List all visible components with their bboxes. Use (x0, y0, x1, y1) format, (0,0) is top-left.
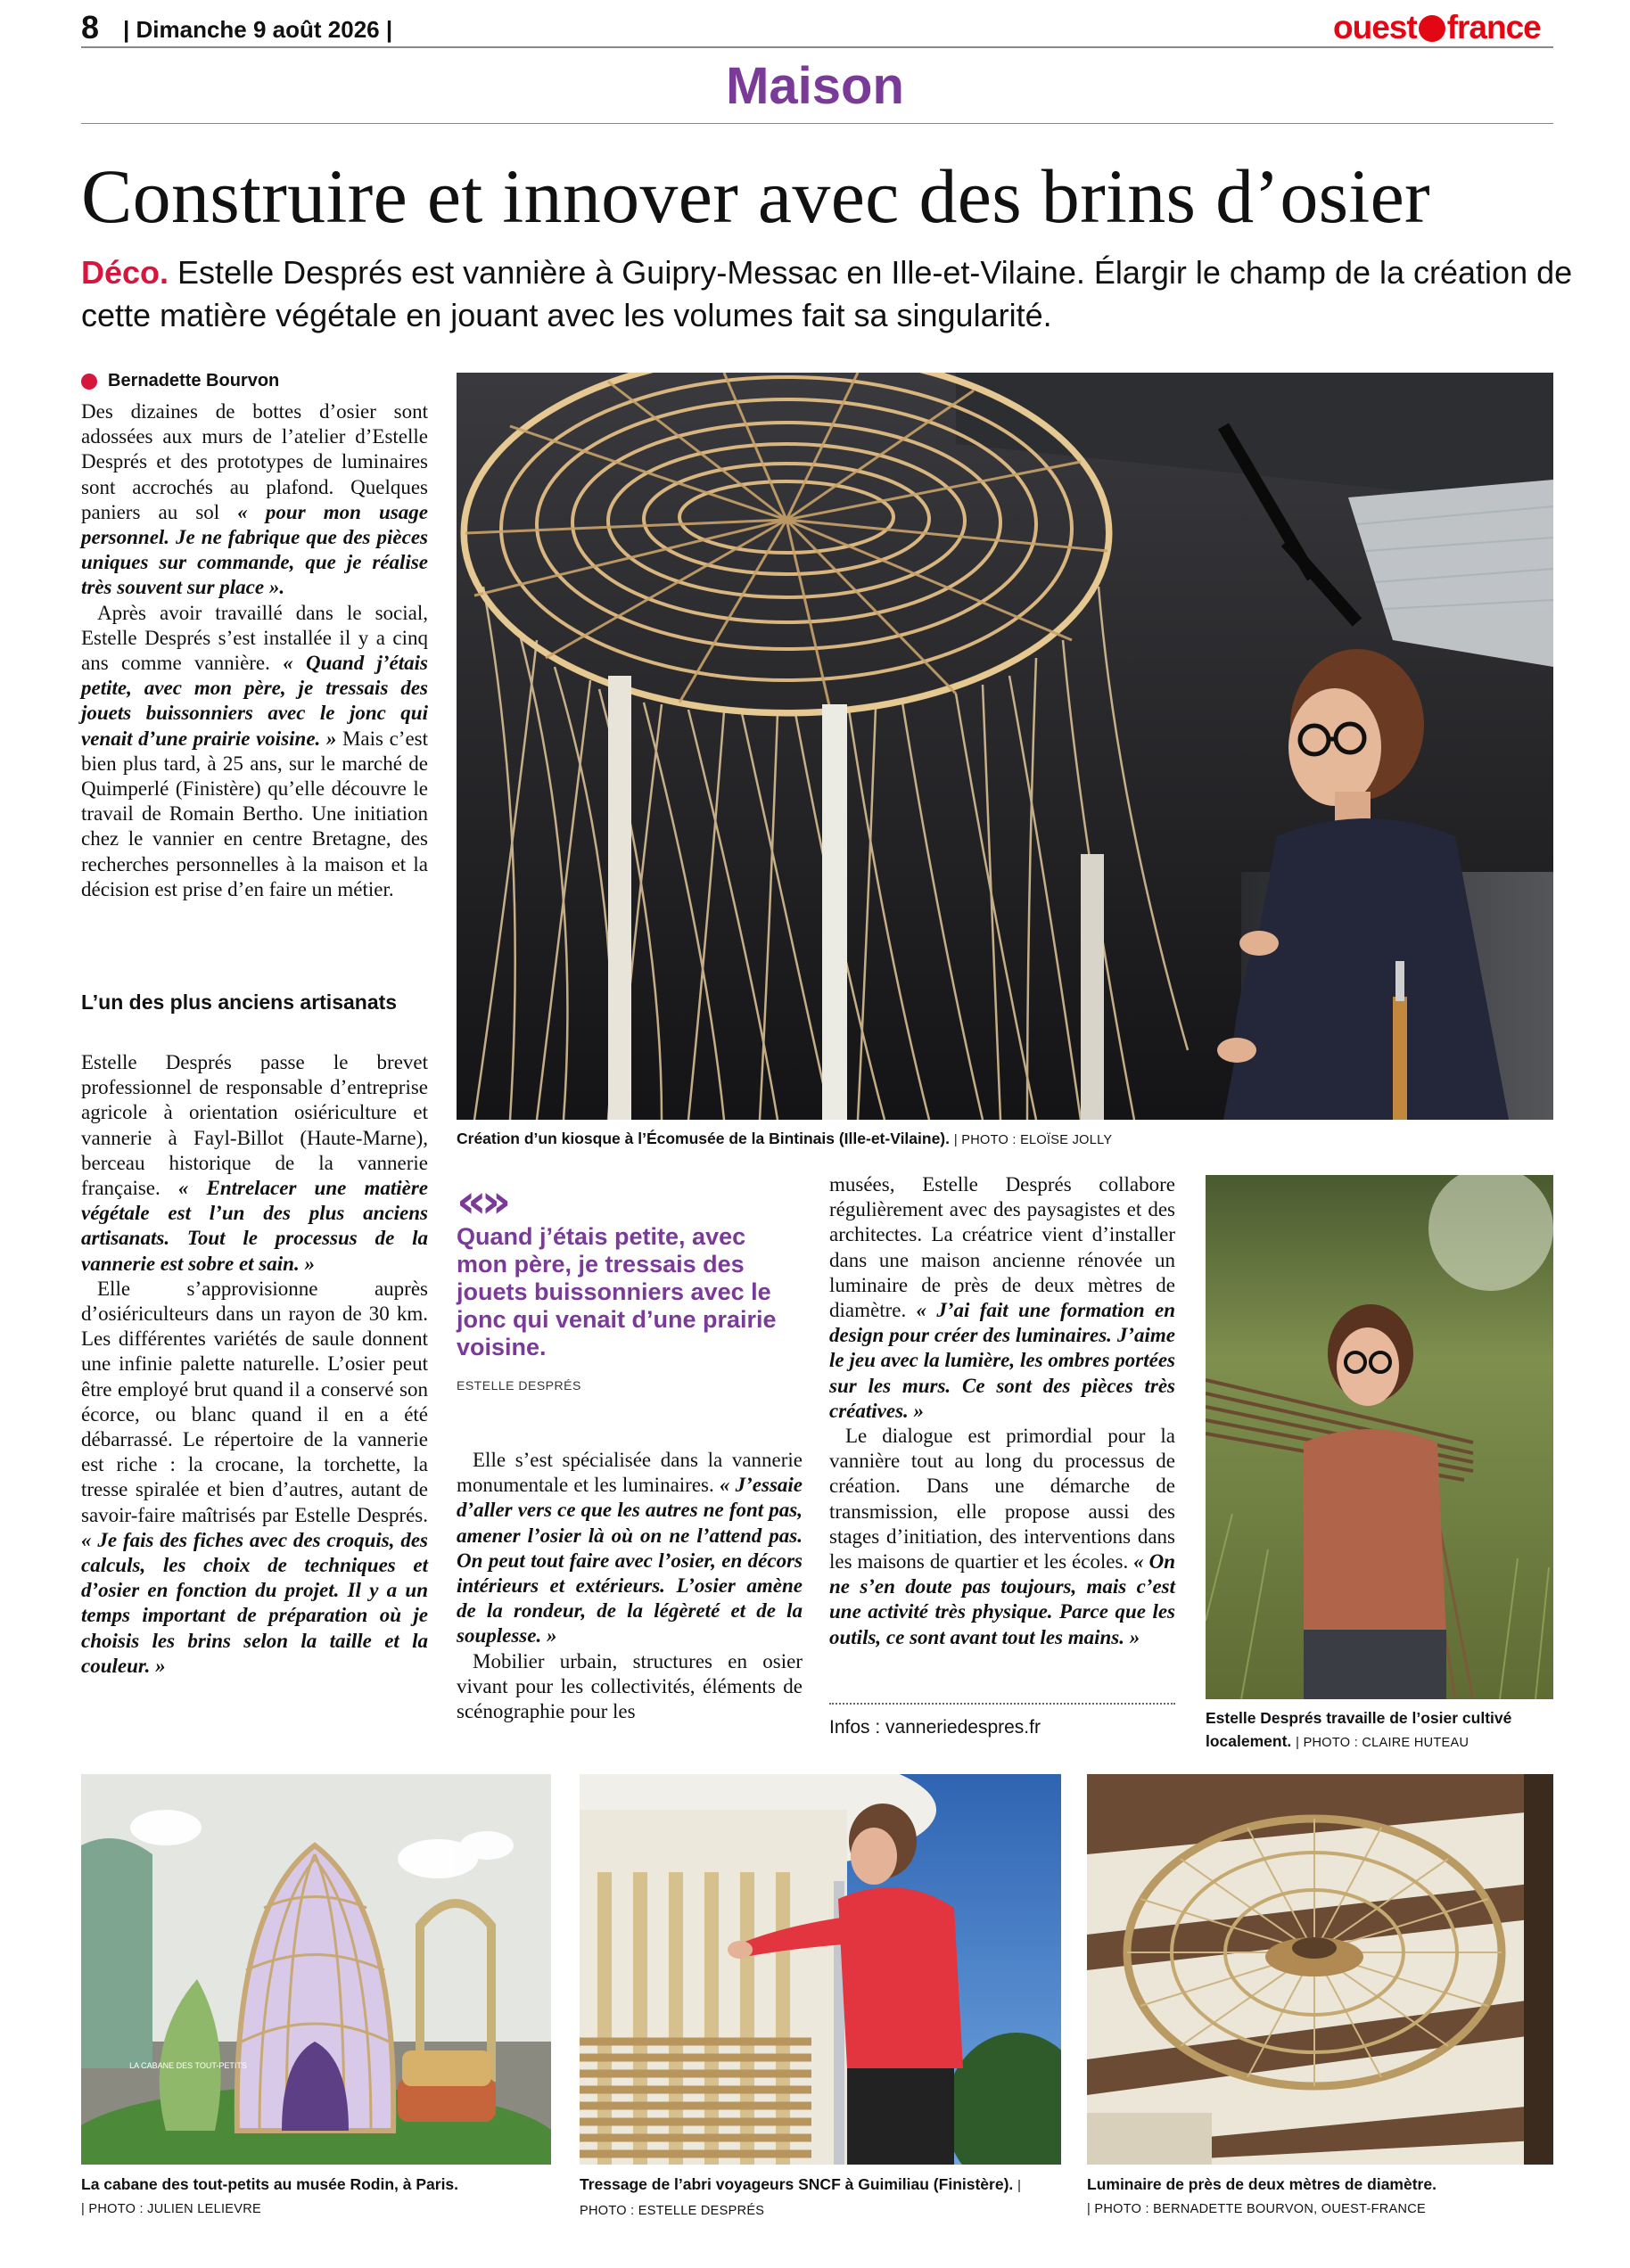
text-run: Après avoir travaillé dans le social, Estelle Després s’est installée il y a cinq ans comme vannière. (81, 601, 428, 675)
paragraph (829, 1424, 1175, 1650)
quote-run: « Quand j’étais petite, avec mon père, je tressais des jouets buissonniers avec le jonc qui venait d’une prairie voisine. » (81, 652, 428, 750)
photo-abri-sncf[interactable] (580, 1774, 1061, 2165)
photo-cabane-rodin[interactable] (81, 1774, 551, 2165)
dek-text: Estelle Després est vannière à Guipry-Messac en Ille-et-Vilaine. Élargir le champ de la création de cette matière végétale en jouant avec les volumes fait sa singularité. (81, 254, 1573, 333)
ouest-france-logo[interactable] (1333, 9, 1541, 46)
pull-quote-source: ESTELLE DESPRÉS (457, 1378, 581, 1393)
portrait-caption (1206, 1706, 1553, 1754)
luminaire-illustration (1087, 1774, 1553, 2165)
byline-author: Bernadette Bourvon (108, 371, 280, 390)
photo-luminaire[interactable] (1087, 1774, 1553, 2165)
luminaire-caption (1087, 2173, 1553, 2221)
caption-text: Estelle Després travaille de l’osier cultivé localement. (1206, 1709, 1512, 1750)
photo-credit: | PHOTO : ELOÏSE JOLLY (953, 1133, 1113, 1147)
quote-run: « J’essaie d’aller vers ce que les autres ne font pas, amener l’osier là où on ne l’attend pas. On peut tout faire avec l’osier, en décors intérieurs et extérieurs. L’osier amène de la rondeur, de la légèreté et de la souplesse. » (457, 1474, 803, 1648)
text-run: Mobilier urbain, structures en osier vivant pour les collectivités, éléments de scénographie pour les (457, 1649, 803, 1723)
text-run: musées, Estelle Després collabore régulièrement avec des paysagistes et des architectes. La créatrice vient d’installer dans une maison ancienne rénovée un luminaire de près de deux mètres de diamètre. (829, 1173, 1175, 1322)
text-run: Le dialogue est primordial pour la vannière tout au long du processus de création. Dans une démarche de transmission, elle propose aussi des stages d’initiation, des interventions dans les maisons de quartier et les écoles. (829, 1425, 1175, 1574)
paragraph (81, 1050, 428, 1277)
rubric-rule (81, 123, 1553, 124)
byline (81, 371, 279, 391)
photo-credit: | PHOTO : JULIEN LELIEVRE (81, 2202, 261, 2216)
issue-date: | Dimanche 9 août 2026 | (123, 16, 393, 43)
article-headline: Construire et innover avec des brins d’osier (81, 153, 1430, 239)
portrait-illustration (1206, 1175, 1553, 1699)
subheading: L’un des plus anciens artisanats (81, 990, 398, 1014)
paragraph (457, 1448, 803, 1649)
quote-run: « pour mon usage personnel. Je ne fabrique que des pièces uniques sur commande, que je réalise très souvent sur place ». (81, 500, 428, 599)
infos-link[interactable]: Infos : vanneriedespres.fr (829, 1717, 1041, 1738)
article-column-1 (81, 399, 428, 902)
text-run: Des dizaines de bottes d’osier sont adossées aux murs de l’atelier d’Estelle Després et des prototypes de luminaires sont accrochés au plafond. Quelques paniers au sol (81, 400, 428, 523)
cabane-caption (81, 2173, 551, 2221)
infos-divider (829, 1703, 1175, 1705)
caption-text: Luminaire de près de deux mètres de diamètre. (1087, 2175, 1437, 2193)
article-dek (81, 251, 1579, 337)
page-number: 8 (81, 9, 100, 45)
pull-quote: Quand j’étais petite, avec mon père, je tressais des jouets buissonniers avec le jonc qui venait d’une prairie voisine. (457, 1223, 777, 1360)
abri-caption (580, 2173, 1061, 2223)
text-run: Estelle Després passe le brevet professionnel de responsable d’entreprise agricole à orientation osiériculture et vannerie à Fayl-Billot (Haute-Marne), berceau historique de la vannerie française. (81, 1051, 428, 1200)
quote-run: « Je fais des fiches avec des croquis, des calculs, les choix de techniques et d’osier en fonction du projet. Il y a un temps important de préparation où je choisis les brins selon la taille et la couleur. » (81, 1528, 428, 1677)
text-run: Mais c’est bien plus tard, à 25 ans, sur le marché de Quimperlé (Finistère) qu’elle découvre le travail de Romain Bertho. Une initiation chez le vannier en centre Bretagne, des recherches personnelles à la maison et la décision est prise d’en faire un métier. (81, 727, 428, 900)
paragraph (81, 399, 428, 601)
quote-run: « Entrelacer une matière végétale est l’un des plus anciens artisanats. Tout le processus de la vannerie est sobre et sain. » (81, 1177, 428, 1275)
logo-text-right: france (1446, 9, 1541, 45)
dek-kicker: Déco. (81, 254, 169, 291)
article-column-2 (457, 1448, 803, 1724)
caption-text: Tressage de l’abri voyageurs SNCF à Guimiliau (Finistère). (580, 2175, 1014, 2193)
text-run: Elle s’approvisionne auprès d’osiériculteurs dans un rayon de 30 km. Les différentes variétés de saule donnent une infinie palette naturelle. L’osier peut être employé brut quand il a conservé son écorce, ou blanc quand il en a été débarrassé. Le répertoire de la vannerie est riche : la crocane, la torchette, la tresse spiralée et bien d’autres, autant de savoir-faire maîtrisés par Estelle Després. (81, 1277, 428, 1526)
byline-bullet-icon (81, 374, 97, 390)
photo-credit: | PHOTO : ESTELLE DESPRÉS (580, 2179, 1022, 2218)
caption-text: La cabane des tout-petits au musée Rodin, à Paris. (81, 2175, 459, 2193)
quote-run: « J’ai fait une formation en design pour créer des luminaires. J’aime le jeu avec la lumière, les ombres portées sur les murs. Ce sont des pièces très créatives. » (829, 1299, 1175, 1422)
article-column-1-continued (81, 1050, 428, 1679)
article-column-3 (829, 1172, 1175, 1650)
abri-illustration (580, 1774, 1061, 2165)
paragraph (457, 1649, 803, 1725)
pull-quote-marks-icon: «» (457, 1175, 506, 1228)
photo-credit: | PHOTO : BERNADETTE BOURVON, OUEST-FRANCE (1087, 2202, 1426, 2216)
main-photo-kiosk[interactable] (457, 373, 1553, 1120)
main-photo-caption (457, 1127, 1112, 1152)
photo-credit: | PHOTO : CLAIRE HUTEAU (1296, 1736, 1469, 1750)
paragraph (81, 1277, 428, 1679)
logo-text-left: ouest (1333, 9, 1417, 45)
text-run: Elle s’est spécialisée dans la vannerie monumentale et les luminaires. (457, 1449, 803, 1497)
caption-text: Création d’un kiosque à l’Écomusée de la Bintinais (Ille-et-Vilaine). (457, 1130, 951, 1147)
logo-dot-icon (1419, 15, 1445, 42)
paragraph (829, 1172, 1175, 1424)
kiosk-illustration (457, 373, 1553, 1120)
cabane-illustration (81, 1774, 551, 2165)
header-rule (81, 46, 1553, 48)
portrait-photo[interactable] (1206, 1175, 1553, 1699)
section-rubric: Maison (726, 57, 904, 115)
paragraph (81, 601, 428, 902)
cabane-sign-text: LA CABANE DES TOUT-PETITS (129, 2061, 247, 2070)
quote-run: « On ne s’en doute pas toujours, mais c’est une activité très physique. Parce que les outils, ce sont avant tout les mains. » (829, 1550, 1176, 1648)
